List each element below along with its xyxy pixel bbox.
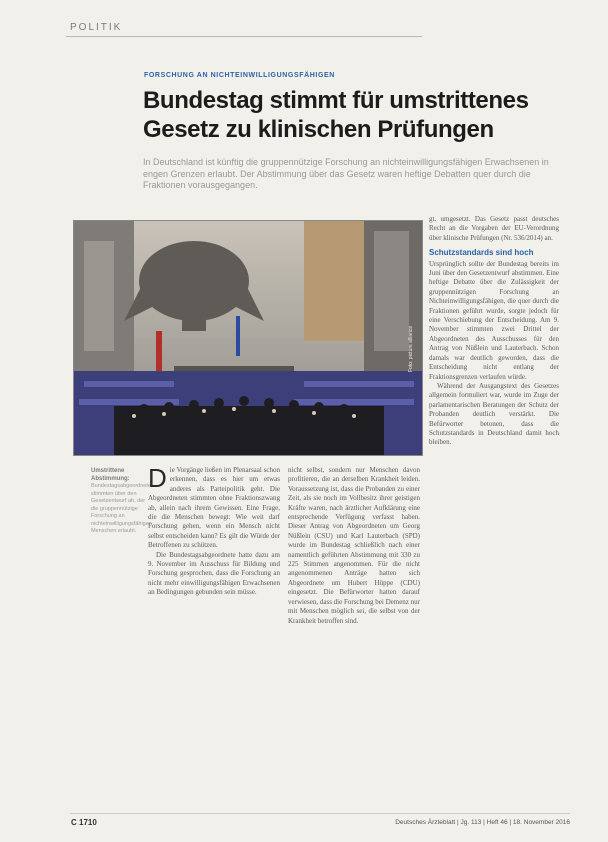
column-1-paragraph-2: Die Bundestagsabgeordnete hatte dazu am 9. November im Ausschuss für Bildung und Forschung gesprochen, dass die Forschung an nicht mehr einwilligungsfähigen Erwachsenen an Bedingungen gebunden sein müsse. [148,550,280,597]
page-folio: C 1710 [71,818,97,827]
journal-citation: Deutsches Ärzteblatt | Jg. 113 | Heft 46 | 18. November 2016 [395,819,570,826]
column-3-paragraph-2: Ursprünglich sollte der Bundestag bereits im Juni über den Gesetzentwurf abstimmen. Eine heftige Debatte über die Zulässigkeit der gruppennützigen Forschung an Nichteinwilligungsfähigen, die quer durch die Fraktionen geführt wurde, sorgte jedoch für eine Verschiebung der Entscheidung. Am 9. November stimmten zwei Drittel der Abgeordneten des Ausschusses für den Antrag von Nüßlein und Lauterbach. Schon damals war deutlich geworden, dass die Entscheidung nicht entlang der Fraktionsgrenzen verlaufen würde. [429,259,559,381]
footer-divider [70,813,570,814]
photo-credit: Foto: picture alliance [408,325,414,372]
column-3-subhead: Schutzstandards sind hoch [429,248,534,258]
article-column-1 [148,463,280,598]
plenary-hall-photo [73,220,423,456]
column-2-paragraph-1: nicht selbst, sondern nur Menschen davon profitieren, die an derselben Krankheit leiden. Voraussetzung ist, dass die Probanden zu einer Zeit, als sie noch im Vollbesitz ihrer geistigen Kräfte waren, nach ärztlicher Aufklärung eine entsprechende Verfügung verfasst haben. Dieser Antrag von Abgeordneten um Georg Nüßlein (CSU) und Karl Lauterbach (SPD) wurde im Bundestag schließlich nach einer namentlich geführten Abstimmung mit 330 zu 225 Stimmen angenommen. Für die nicht angenommenen Anträge hatten sich Abgeordnete um Hubert Hüppe (CDU) eingesetzt. Die Befürworter hatten darauf verwiesen, dass die Forschung bei Demenz nur mit Menschen möglich sei, die selbst von der Krankheit betroffen sind. [288,466,420,625]
caption-text: Bundestagsabgeordnete stimmten über den Gesetzentwurf ab, der die gruppennützige Forschung an nichteinwilligungsfähigen Menschen erlaubt. [91,483,152,534]
column-3-paragraph-1: gt, umgesetzt. Das Gesetz passt deutsches Recht an die Vorgaben der EU-Verordnung über klinische Prüfungen (Nr. 536/2014) an. [429,215,559,242]
article-kicker: FORSCHUNG AN NICHTEINWILLIGUNGSFÄHIGEN [144,72,335,79]
column-1-paragraph-1: ie Vorgänge ließen im Plenarsaal schon erkennen, dass es hier um etwas anderes als Parteipolitik geht. Die Abgeordneten stimmten ohne Fraktionszwang ab, allein nach ihrem Gewissen. Eine Frage, die die Menschen bewegt: Wie weit darf Forschung gehen, wenn ein Mensch nicht selbst entscheiden kann? Es gilt die Würde der Betroffenen zu schützen. [148,466,280,550]
column-3-paragraph-3: Während der Ausgangstext des Gesetzes allgemein formuliert war, wurde im Zuge der parlamentarischen Beratungen der Schutz der Probanden deutlich verstärkt. Die Befürworter betonen, dass die Schutzstandards in Deutschland damit hoch bleiben. [429,381,559,447]
drop-cap: D [148,463,167,493]
article-lead: In Deutschland ist künftig die gruppennützige Forschung an nichteinwilligungsfähigen Erwachsenen in engen Grenzen erlaubt. Der Abstimmung über das Gesetz waren heftige Debatten quer durch die Fraktionen vorausgegangen. [143,157,549,190]
section-divider [66,36,422,37]
article-column-3 [429,215,559,448]
section-label: POLITIK [70,22,123,33]
article-column-2 [288,466,420,626]
caption-title: Umstrittene Abstimmung: [91,468,130,482]
article-headline: Bundestag stimmt für umstrittenes Gesetz zu klinischen Prüfungen [143,87,529,143]
